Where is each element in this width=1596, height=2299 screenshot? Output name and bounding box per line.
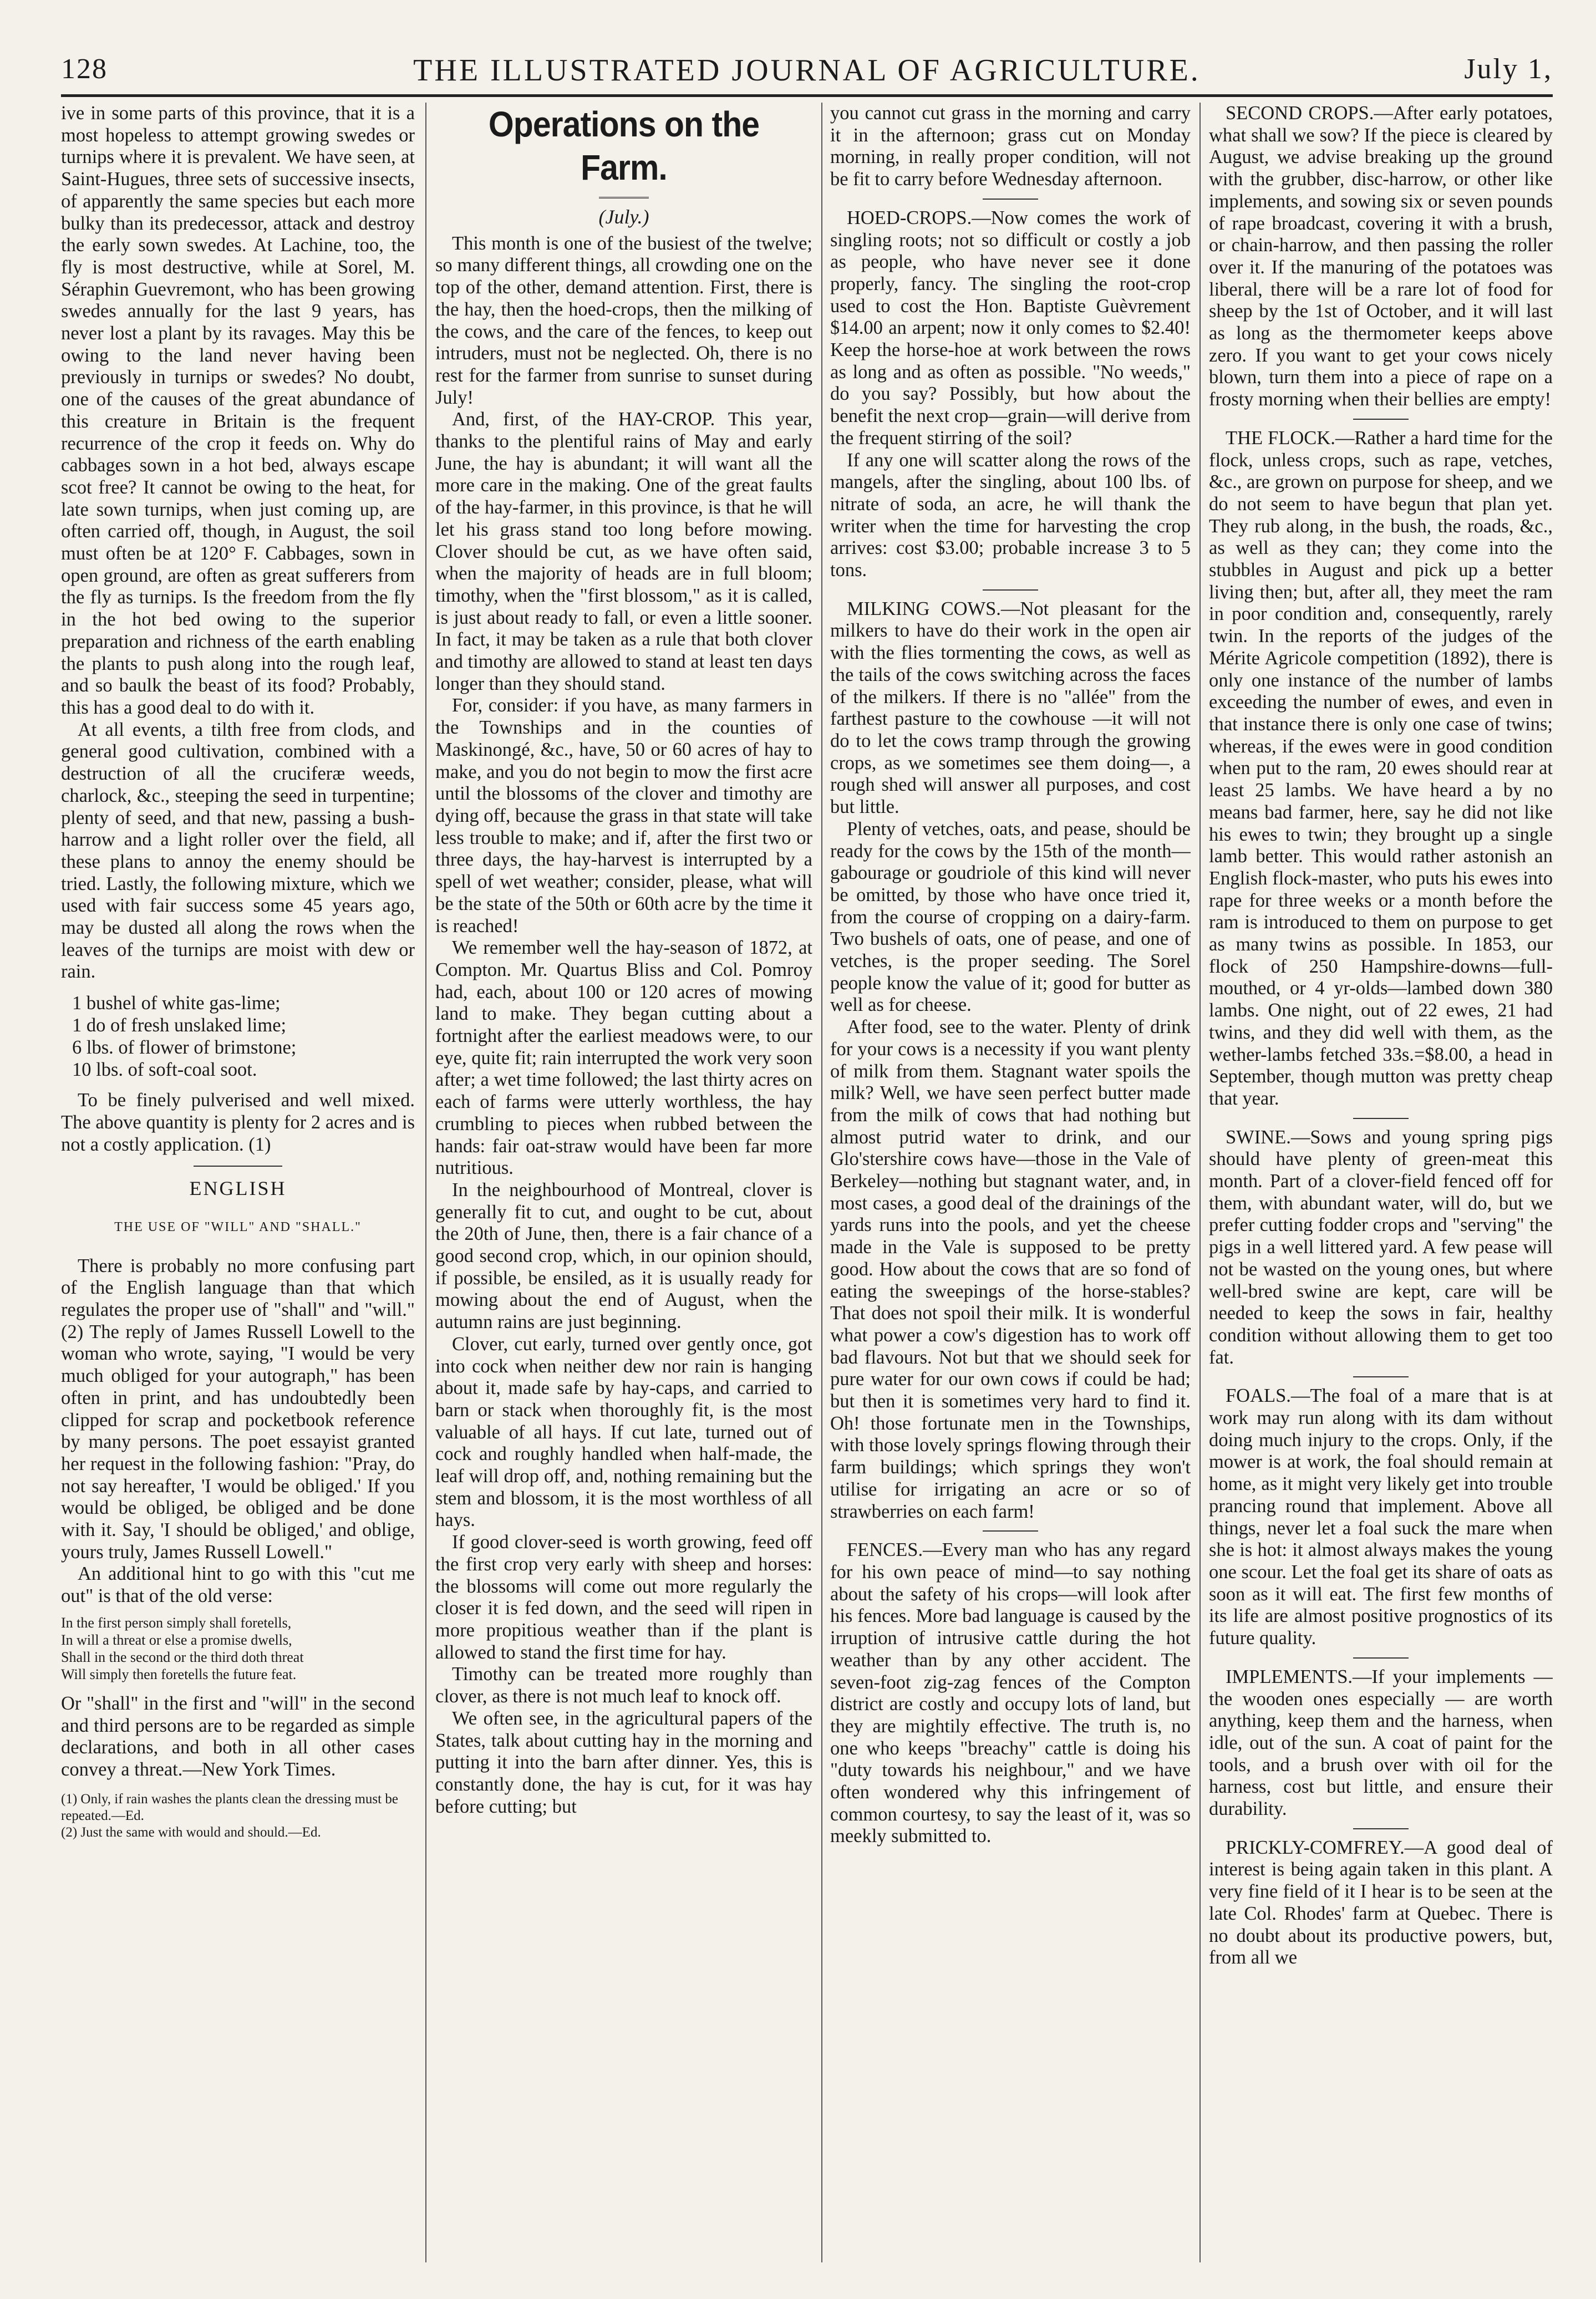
- recipe-item: 1 do of fresh unslaked lime;: [72, 1015, 287, 1036]
- paragraph: There is probably no more confusing part of the English language than that which regulates the proper use of "shall" and "will." (2) The reply of James Russell Lowell to the woman who wrote, saying, "I would be very much obliged for your autograph," has been often in print, and has undoubtedly been clipped for scrap and pocketbook reference by many persons. The poet essayist granted her request in the following fashion: "Pray, do not say hereafter, 'I would be obliged.' If you would be obliged, be obliged and be done with it. Say, 'I should be obliged,' and oblige, yours truly, James Russell Lowell.": [61, 1255, 415, 1563]
- recipe-item: 1 bushel of white gas-lime;: [72, 993, 281, 1014]
- paragraph: MILKING COWS.—Not pleasant for the milkers to have do their work in the open air with the flies tormenting the cows, as well as the tails of the cows switching across the faces of the milkers. If there is no "allée" from the farthest pasture to the cowhouse —it will not do to let the cows tramp through the growing crops, as we sometimes see them doing—, a rough shed will answer all purposes, and cost but little.: [830, 598, 1191, 818]
- paragraph: If any one will scatter along the rows of the mangels, after the singling, about 100 lbs. of nitrate of soda, an acre, he will thank the writer when the time for harvesting the crop arrives: cost $3.00; probable increase 3 to 5 tons.: [830, 449, 1191, 581]
- paragraph-divider: [1353, 1118, 1409, 1119]
- paragraph: SWINE.—Sows and young spring pigs should have plenty of green-meat this month. Part of a clover-field fenced off for them, with abundant water, will do, but we prefer cutting fodder crops and "serving" the pigs in a well littered yard. A few pease will not be wasted on the young ones, but where well-bred swine are kept, care will be needed to keep the sows in fair, healthy condition without allowing them to get too fat.: [1209, 1126, 1553, 1368]
- paragraph: SECOND CROPS.—After early potatoes, what shall we sow? If the piece is cleared by August, we advise breaking up the ground with the grubber, disc-harrow, or other like implements, and sowing six or seven pounds of rape broadcast, covering it with a brush, or chain-harrow, and then passing the roller over it. If the manuring of the potatoes was liberal, there will be a rare lot of food for sheep by the 1st of October, and it will last as long as the thermometer keeps above zero. If you want to get your cows nicely blown, turn them into a piece of rape on a frosty morning when their bellies are empty!: [1209, 103, 1553, 410]
- footnotes: [61, 1791, 415, 1841]
- header-rule: [61, 94, 1553, 97]
- paragraph: FOALS.—The foal of a mare that is at work may run along with its dam without doing much injury to the crops. Only, if the mower is at work, the foal should remain at home, as it might very likely get into trouble prancing round that implement. Above all things, never let a foal suck the mare when she is hot: it almost always makes the young one scour. Let the foal get its share of oats as soon as it will eat. The first few months of its life are almost positive prognostics of its future quality.: [1209, 1385, 1553, 1649]
- column-divider: [821, 103, 822, 2262]
- paragraph: This month is one of the busiest of the twelve; so many different things, all crowding one on the top of the other, demand attention. First, there is the hay, then the hoed-crops, then the milking of the cows, and the care of the fences, to keep out intruders, must not be neglected. Oh, there is no rest for the farmer from sunrise to sunset during July!: [435, 232, 812, 408]
- column-divider: [1199, 103, 1201, 2262]
- column-2: [435, 103, 812, 2262]
- paragraph: If good clover-seed is worth growing, feed off the first crop very early with sheep and horses: the blossoms will come out more regularly the closer it is fed down, and the seed will ripen in more propitious weather than if the plant is allowed to stand the first time for hay.: [435, 1532, 812, 1663]
- paragraph: And, first, of the HAY-CROP. This year, thanks to the plentiful rains of May and early June, the hay is abundant; it will want all the more care in the making. One of the great faults of the hay-farmer, in this province, is that he will let his grass stand too long before mowing. Clover should be cut, as we have often said, when the majority of heads are in full bloom; timothy, when the "first blossom," as it is called, is just about ready to fall, or even a little sooner. In fact, it may be taken as a rule that both clover and timothy are allowed to stand at least ten days longer than they should stand.: [435, 409, 812, 694]
- paragraph: We remember well the hay-season of 1872, at Compton. Mr. Quartus Bliss and Col. Pomroy had, each, about 100 or 120 acres of mowing land to make. They began cutting about a fortnight after the earliest meadows were, to our eye, quite fit; rain interrupted the work very soon after; a wet time followed; the last thirty acres on each of farms were utterly worthless, the hay crumbling to pieces when rubbed between the hands: fair oat-straw would have been far more nutritious.: [435, 937, 812, 1179]
- paragraph: An additional hint to go with this "cut me out" is that of the old verse:: [61, 1563, 415, 1607]
- paragraph-divider: [1353, 419, 1409, 420]
- column-1: [61, 103, 415, 2262]
- article-heading: Operations on the Farm.: [488, 104, 760, 187]
- paragraph: Or "shall" in the first and "will" in the second and third persons are to be regarded as simple declarations, and both in all other cases convey a threat.—New York Times.: [61, 1692, 415, 1780]
- verse-line: Will simply then foretells the future feat.: [61, 1666, 297, 1682]
- recipe-list: [72, 992, 415, 1081]
- page-number: 128: [61, 53, 108, 85]
- footnote: (2) Just the same with would and should.—Ed.: [61, 1824, 321, 1840]
- section-divider: [194, 1166, 282, 1167]
- recipe-item: 10 lbs. of soft-coal soot.: [72, 1059, 257, 1081]
- paragraph: ive in some parts of this province, that it is a most hopeless to attempt growing swedes or turnips where it is prevalent. We have seen, at Saint-Hugues, three sets of successive insects, of apparently the same species but each more bulky than its predecessor, attack and destroy the early sown swedes. At Lachine, too, the fly is most destructive, while at Sorel, M. Séraphin Guevremont, who has been growing swedes annually for the last 9 years, has never lost a plant by its ravages. May this be owing to the land never having been previously in turnips or swedes? No doubt, one of the causes of the great abundance of this creature in Britain is the frequent recurrence of the crop it feeds on. Why do cabbages sown in a hot bed, always escape scot free? It cannot be owing to the heat, for late sown turnips, when just coming up, are often carried off, though, in August, the soil must often be at 120° F. Cabbages, sown in open ground, are often as great sufferers from the fly as turnips. Is the freedom from the fly in the hot bed owing to the superior preparation and richness of the earth enabling the plants to push along into the rough leaf, and so baulk the beast of its food? Probably, this has a good deal to do with it.: [61, 103, 415, 718]
- verse-line: In will a threat or else a promise dwells,: [61, 1631, 292, 1648]
- paragraph: you cannot cut grass in the morning and carry it in the afternoon; grass cut on Monday morning, in really proper condition, will not be fit to carry before Wednesday afternoon.: [830, 103, 1191, 190]
- paragraph: IMPLEMENTS.—If your implements —the wooden ones especially — are worth anything, keep them and the harness, when idle, out of the sun. A coat of paint for the tools, and a brush over with oil for the harness, cost but little, and ensure their durability.: [1209, 1666, 1553, 1820]
- paragraph: THE FLOCK.—Rather a hard time for the flock, unless crops, such as rape, vetches, &c., are grown on purpose for sheep, and we do not seem to have begun that plan yet. They rub along, in the bush, the roads, &c., as well as they can; they come into the stubbles in August and pick up a better living then; but, after all, they meet the ram in poor condition and, consequently, rarely twin. In the reports of the judges of the Mérite Agricole competition (1892), there is only one instance of the number of lambs exceeding the number of ewes, and even in that instance there is only one case of twins; whereas, if the ewes were in good condition when put to the ram, 20 ewes should rear at least 25 lambs. We have heard a by no means bad farmer, here, say he did not like his ewes to twin; they brought up a single lamb better. This would rather astonish an English flock-master, who puts his ewes into rape for three weeks or a month before the ram is introduced to them on purpose to get as many twins as possible. In 1853, our flock of 250 Hampshire-downs—full-mouthed, or 4 yr-olds—lambed down 380 lambs. One night, out of 22 ewes, 21 had twins, and they did well with them, as the wether-lambs fetched 33s.=$8.00, a head in September, though mutton was pretty cheap that year.: [1209, 427, 1553, 1109]
- paragraph: Timothy can be treated more roughly than clover, as there is not much leaf to knock off.: [435, 1664, 812, 1707]
- paragraph: We often see, in the agricultural papers of the States, talk about cutting hay in the morning and putting it into the barn after dinner. Yes, this is constantly done, the hay is cut, for it was hay before cutting; but: [435, 1707, 812, 1817]
- heading-rule: [599, 197, 649, 199]
- verse-line: Shall in the second or the third doth threat: [61, 1649, 304, 1665]
- issue-date: July 1,: [1464, 53, 1553, 85]
- column-4: [1209, 103, 1553, 2262]
- column-3: [830, 103, 1191, 2262]
- paragraph: HOED-CROPS.—Now comes the work of singling roots; not so difficult or costly a job as people, who have never see it done properly, fancy. The singling the root-crop used to cost the Hon. Baptiste Guèvrement $14.00 an arpent; now it only comes to $2.40! Keep the horse-hoe at work between the rows as long and as often as possible. "No weeds," do you say? Possibly, but how about the benefit the next crop—grain—will derive from the frequent stirring of the soil?: [830, 207, 1191, 449]
- paragraph-divider: [1353, 1657, 1409, 1659]
- journal-title: THE ILLUSTRATED JOURNAL OF AGRICULTURE.: [413, 53, 1201, 88]
- recipe-item: 6 lbs. of flower of brimstone;: [72, 1037, 297, 1059]
- paragraph: After food, see to the water. Plenty of drink for your cows is a necessity if you want plenty of milk from them. Stagnant water spoils the milk? Well, we have seen perfect butter made from the milk of cows that had nothing but almost putrid water to drink, and our Glo'stershire cows have—those in the Vale of Berkeley—nothing but stagnant water, and, in most cases, a good deal of the drainings of the yards runs into the pools, and yet the cheese made in the Vale is supposed to be pretty good. How about the cows that are so fond of eating the sweepings of the horse-stables? That does not spoil their milk. It is wonderful what power a cow's digestion has to work off bad flavours. Not but that we should seek for pure water for our own cows if could be had; but then it is sometimes very hard to find it. Oh! those fortunate men in the Townships, with those lovely springs flowing through their farm buildings; which springs they won't utilise for irrigating an acre or so of strawberries on each farm!: [830, 1016, 1191, 1522]
- article-subheading: (July.): [598, 206, 649, 228]
- article-title: THE USE OF "WILL" AND "SHALL.": [114, 1219, 362, 1234]
- paragraph-divider: [983, 589, 1038, 591]
- paragraph: In the neighbourhood of Montreal, clover is generally fit to cut, and ought to be cut, about the 20th of June, then, there is a fair chance of a good second crop, which, in our opinion should, if possible, be ensiled, as it is usually ready for mowing about the end of August, when the autumn rains are just beginning.: [435, 1179, 812, 1333]
- paragraph: To be finely pulverised and well mixed. The above quantity is plenty for 2 acres and is not a costly application. (1): [61, 1090, 415, 1155]
- column-divider: [425, 103, 426, 2262]
- paragraph: Clover, cut early, turned over gently once, got into cock when neither dew nor rain is hanging about it, made safe by hay-caps, and carried to barn or stack when thoroughly fit, is the most valuable of all hays. If cut late, turned out of cock and roughly handled when half-made, the leaf will drop off, and, nothing remaining but the stem and blossom, it is the most worthless of all hays.: [435, 1333, 812, 1531]
- section-title: ENGLISH: [189, 1177, 287, 1200]
- paragraph-divider: [983, 1530, 1038, 1532]
- paragraph: For, consider: if you have, as many farmers in the Townships and in the counties of Maskinongé, &c., have, 50 or 60 acres of hay to make, and you do not begin to mow the first acre until the blossoms of the clover and timothy are dying off, because the grass in that state will take less trouble to make; and if, after the first two or three days, the hay-harvest is interrupted by a spell of wet weather; consider, please, what will be the state of the 50th or 60th acre by the time it is reached!: [435, 695, 812, 937]
- page-header: [61, 53, 1553, 97]
- paragraph: Plenty of vetches, oats, and pease, should be ready for the cows by the 15th of the month—gabourage or goudriole of this kind will never be omitted, by those who have once tried it, from the course of cropping on a dairy-farm. Two bushels of oats, one of pease, and one of vetches, is the proper seeding. The Sorel people know the value of it; good for butter as well as for cheese.: [830, 818, 1191, 1016]
- verse-line: In the first person simply shall foretells,: [61, 1614, 292, 1631]
- paragraph-divider: [983, 199, 1038, 200]
- paragraph-divider: [1353, 1828, 1409, 1829]
- paragraph: PRICKLY-COMFREY.—A good deal of interest is being again taken in this plant. A very fine field of it I hear is to be seen at the late Col. Rhodes' farm at Quebec. There is no doubt about its productive powers, but, from all we: [1209, 1837, 1553, 1969]
- footnote: (1) Only, if rain washes the plants clean the dressing must be repeated.—Ed.: [61, 1791, 398, 1823]
- paragraph: FENCES.—Every man who has any regard for his own peace of mind—to say nothing about the safety of his crops—will look after his fences. More bad language is caused by the irruption of intrusive cattle during the hot weather than by any other accident. The seven-foot zig-zag fences of the Compton district are costly and occupy lots of land, but they are mightily effective. The truth is, no one who keeps "breachy" cattle is doing his "duty towards his neighbour," and we have often wondered why this infringement of common courtesy, to say the least of it, was so meekly submitted to.: [830, 1539, 1191, 1847]
- verse-block: [61, 1614, 415, 1683]
- paragraph-divider: [1353, 1376, 1409, 1377]
- paragraph: At all events, a tilth free from clods, and general good cultivation, combined with a destruction of all the cruciferæ weeds, charlock, &c., steeping the seed in turpentine; plenty of seed, and that new, passing a bush-harrow and a light roller over the field, all these plans to annoy the enemy should be tried. Lastly, the following mixture, which we used with fair success some 45 years ago, may be dusted all along the rows when the leaves of the turnips are moist with dew or rain.: [61, 719, 415, 983]
